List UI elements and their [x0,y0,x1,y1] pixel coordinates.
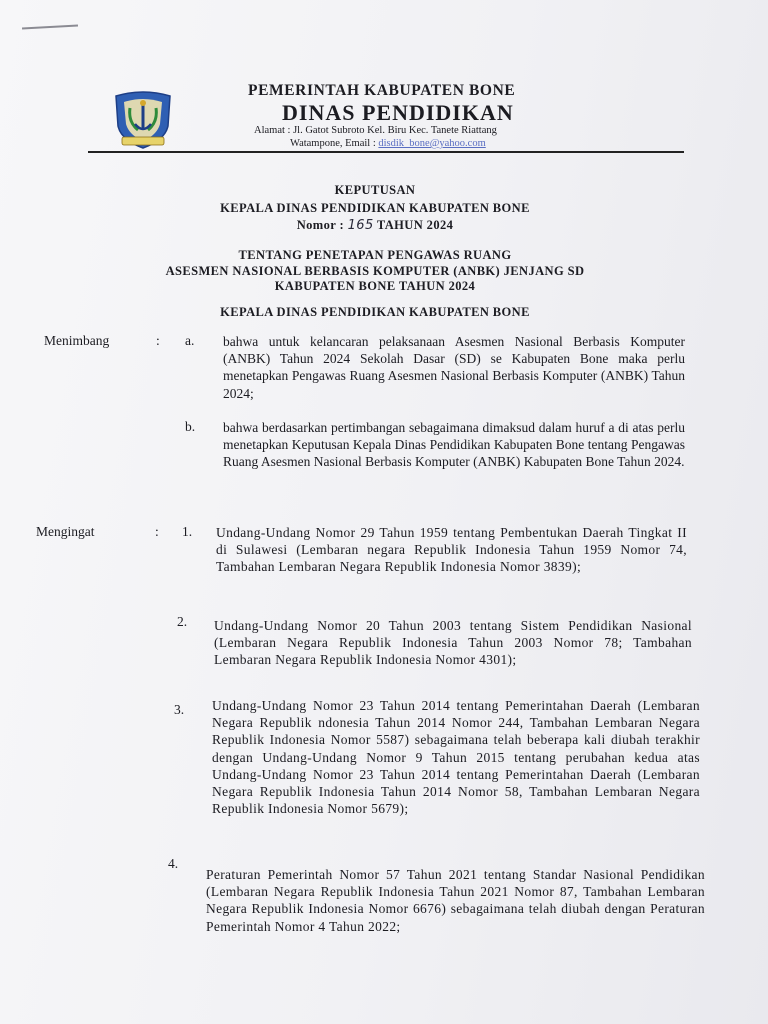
decree-number [100,218,650,233]
subject-line-3: KABUPATEN BONE TAHUN 2024 [274,279,476,293]
mengingat-label: Mengingat [36,524,95,539]
mengingat-item-4: Peraturan Pemerintah Nomor 57 Tahun 2021 tentang Standar Nasional Pendidikan (Lembaran Negara Republik Indonesia Tahun 2021 Nomor 87, Tambahan Lembaran Negara Republik Indonesia Nomor 6676) sebagaimana telah diubah dengan Peraturan Pemerintah Nomor 4 Tahun 2022; [206,867,705,934]
menimbang-label: Menimbang [44,333,110,348]
address-line: Alamat : Jl. Gatot Subroto Kel. Biru Kec. Tanete Riattang [254,125,497,136]
menimbang-marker-a: a. [185,333,195,348]
decree-issuer-line: KEPALA DINAS PENDIDIKAN KABUPATEN BONE [220,201,530,215]
nomor-handwritten: 165 [347,218,374,233]
decree-title: KEPUTUSAN [334,183,416,197]
government-name: PEMERINTAH KABUPATEN BONE [248,82,516,99]
mengingat-marker-2: 2. [177,614,188,629]
menimbang-item-b: bahwa berdasarkan pertimbangan sebagaimana dimaksud dalam huruf a di atas perlu menetapkan Keputusan Kepala Dinas Pendidikan Kabupaten Bone tentang Pengawas Ruang Asesmen Nasional Berbasis Komputer (ANBK) Kabupaten Bone Tahun 2024. [223,420,685,470]
nomor-year: TAHUN 2024 [373,218,454,232]
address-email-line [290,138,486,149]
nomor-label: Nomor : [296,218,348,232]
mengingat-marker-3: 3. [174,702,185,717]
menimbang-item-a: bahwa untuk kelancaran pelaksanaan Asesmen Nasional Berbasis Komputer (ANBK) Tahun 2024 Sekolah Dasar (SD) se Kabupaten Bone maka perlu menetapkan Pengawas Ruang Asesmen Nasional Berbasis Komputer (ANBK) Tahun 2024; [223,334,685,401]
mengingat-item-1: Undang-Undang Nomor 29 Tahun 1959 tentang Pembentukan Daerah Tingkat II di Sulawesi (Lembaran negara Republik Indonesia Tahun 1959 Nomor 74, Tambahan Lembaran Negara Republik Indonesia Nomor 3839); [216,525,687,575]
mengingat-marker-1: 1. [182,524,193,539]
pen-mark [22,25,78,30]
subject-line-1: TENTANG PENETAPAN PENGAWAS RUANG [238,248,512,262]
mengingat-item-3: Undang-Undang Nomor 23 Tahun 2014 tentang Pemerintahan Daerah (Lembaran Negara Republik ndonesia Tahun 2014 Nomor 244, Tambahan Lembaran Negara Republik Indonesia Nomor 5587) sebagaimana telah beberapa kali diubah terakhir dengan Undang-Undang Nomor 9 Tahun 2015 tentang perubahan kedua atas Undang-Undang Nomor 23 Tahun 2014 tentang Pemerintahan Daerah (Lembaran Negara Republik Indonesia Tahun 2014 Nomor 58, Tambahan Lembaran Negara Republik Indonesia Nomor 5679); [212,698,700,817]
issuer-heading: KEPALA DINAS PENDIDIKAN KABUPATEN BONE [220,305,530,319]
mengingat-item-2: Undang-Undang Nomor 20 Tahun 2003 tentang Sistem Pendidikan Nasional (Lembaran Negara Republik Indonesia Tahun 2003 Nomor 78; Tambahan Lembaran Negara Republik Indonesia Nomor 4301); [214,618,692,668]
agency-name: DINAS PENDIDIKAN [282,100,514,125]
letterhead-divider [88,151,684,153]
mengingat-marker-4: 4. [168,856,179,871]
email-link[interactable]: disdik_bone@yahoo.com [378,138,486,149]
bone-regency-emblem-icon [110,86,176,150]
subject-line-2: ASESMEN NASIONAL BERBASIS KOMPUTER (ANBK) JENJANG SD [165,264,585,278]
address-email-prefix: Watampone, Email : [290,138,379,149]
menimbang-marker-b: b. [185,419,196,434]
mengingat-colon: : [155,524,159,539]
menimbang-colon: : [156,333,160,348]
